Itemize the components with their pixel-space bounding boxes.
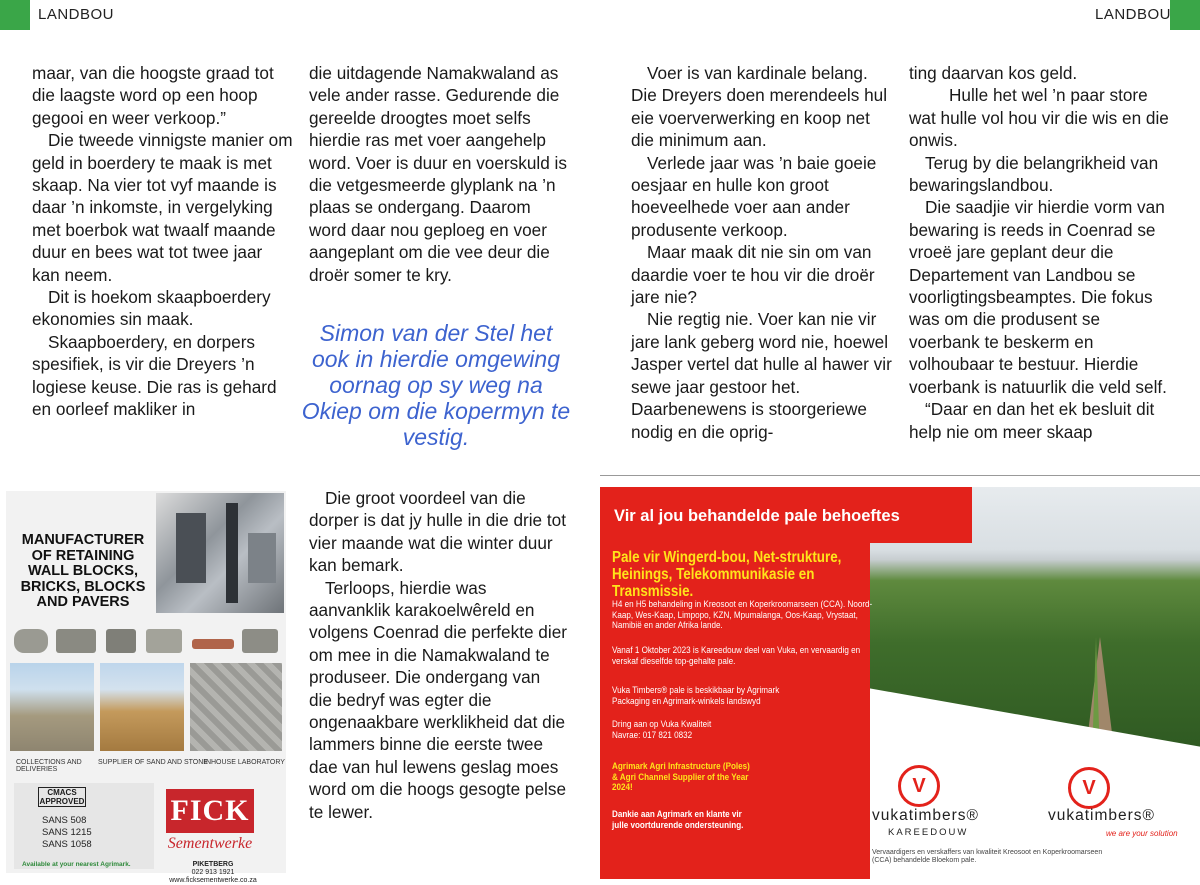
section-tab-left	[0, 0, 30, 30]
sans-standard: SANS 1215	[42, 827, 92, 838]
paragraph: Terloops, hierdie was aanvanklik karakoelwêreld en volgens Coenrad die perfekte dier om mee in die Namakwaland te produseer. Die ondergang van die bedryf was egter die ongenaakbare werklikheid dat die lammers binne die eerste twee dae van hul lewens geslag moes word om die hoogs gesogte pelse te lewer.	[309, 577, 567, 822]
pull-quote: Simon van der Stel het ook in hierdie omgewing oornag op sy weg na Okiep om die kopermyn te vestig.	[301, 320, 571, 450]
article-column-2-top	[309, 62, 571, 286]
sand-photo	[100, 663, 184, 751]
section-label-right: LANDBOU	[1095, 6, 1172, 23]
availability-note: Available at your nearest Agrimark.	[22, 861, 131, 868]
ad-text: H4 en H5 behandeling in Kreosoot en Koperkroomarseen (CCA). Noord-Kaap, Wes-Kaap, Limpopo, KZN, Mpumalanga, Oos-Kaap, Vrystaat, Namibië en ander Afrika lande.	[612, 599, 873, 630]
paragraph: Voer is van kardinale belang. Die Dreyers doen merendeels hul eie voerverwerking en koop net die minimum aan.	[631, 63, 888, 151]
paragraph: die uitdagende Namakwaland as vele ander rasse. Gedurende die gereelde droogtes moet selfs hierdie ras met voer aangehelp word. Voer is duur en voerskuld is die vetgesmeerde glyplank na ’n plaas se ondergang. Daarom word daar nou geploeg en voer aangeplant om die vee deur die droër somer te kry.	[309, 63, 567, 285]
paragraph: Die groot voordeel van die dorper is dat jy hulle in die drie tot vier maande wat die winter duur kan bemark.	[309, 488, 566, 576]
divider	[600, 475, 1200, 476]
delivery-photo	[10, 663, 94, 751]
paragraph: Die tweede vinnigste manier om geld in boerdery te maak is met skaap. Na vier tot vyf maande is daar ’n inkomste, in vergelyking met boerbok wat twaalf maande duur en bees wat tot twee jaar kan neem.	[32, 130, 293, 285]
award-text: Agrimark Agri Infrastructure (Poles) & Agri Channel Supplier of the Year 2024!	[612, 761, 750, 792]
paragraph: Skaapboerdery, en dorpers spesifiek, is vir die Dreyers ’n logiese keuse. Die ras is gehard en oorleef makliker in	[32, 331, 277, 420]
ad-text: Vuka Timbers® pale is beskikbaar by Agrimark Packaging en Agrimark-winkels landswyd	[612, 685, 780, 706]
ad-footer-note: Vervaardigers en verskaffers van kwaliteit Kreosoot en Koperkroomarseen (CCA) behandelde Bloekom pale.	[872, 849, 1103, 864]
fick-contact	[154, 861, 272, 885]
ad-text: Vanaf 1 Oktober 2023 is Kareedouw deel van Vuka, en vervaardig en verskaf dieselfde top-gehalte pale.	[612, 645, 861, 666]
product-blocks-photo	[10, 625, 282, 657]
article-column-1	[32, 62, 294, 421]
paragraph: ting daarvan kos geld.	[909, 63, 1078, 83]
ad-panel	[6, 491, 286, 884]
article-column-4	[909, 62, 1171, 443]
vuka-logo-name: vukatimbers®	[1048, 807, 1155, 824]
ad-subheading: Pale vir Wingerd-bou, Net-strukture, Heinings, Telekommunikasie en Transmissie.	[612, 549, 842, 600]
cmacs-logo: CMACS APPROVED	[39, 788, 85, 806]
sans-standard: SANS 1058	[42, 839, 92, 850]
paragraph: Verlede jaar was ’n baie goeie oesjaar en hulle kon groot hoeveelhede voer aan ander produsente verkoop.	[631, 152, 877, 240]
article-column-2-bottom	[309, 487, 567, 823]
paragraph: maar, van die hoogste graad tot die laagste word op een hoop gegooi en weer verkoop.”	[32, 63, 274, 128]
article-column-3	[631, 62, 893, 443]
fick-advertisement[interactable]	[0, 481, 296, 884]
fick-logo-subtitle: Sementwerke	[167, 835, 253, 852]
section-label-left: LANDBOU	[38, 6, 115, 23]
paragraph: Die saadjie vir hierdie vorm van bewaring is reeds in Coenrad se vroeë jare geplant deur die Departement van Landbou se voorligtingsbeamptes. Die fokus was om die produsent se voerbank te beskerm en volhoubaar te bestuur. Hierdie voerbank is natuurlik die veld self.	[909, 197, 1167, 397]
thanks-text: Dankie aan Agrimark en klante vir julle voortdurende ondersteuning.	[612, 809, 744, 830]
vuka-logo-name: vukatimbers®	[872, 807, 979, 824]
sans-standard: SANS 508	[42, 815, 87, 826]
ad-header: Vir al jou behandelde pale behoeftes	[614, 507, 900, 525]
paragraph: Nie regtig nie. Voer kan nie vir jare lank geberg word nie, hoewel Jasper vertel dat hulle al hawer vir sewe jaar gestoor het. Daarbenewens is stoorgeriewe nodig en die oprig-	[631, 309, 892, 442]
vuka-logo-icon: V	[898, 765, 940, 807]
vuka-logo-location: KAREEDOUW	[888, 827, 969, 838]
ad-headline: MANUFACTURER OF RETAINING WALL BLOCKS, BRICKS, BLOCKS AND PAVERS	[20, 532, 146, 610]
paragraph: Hulle het wel ’n paar store wat hulle vol hou vir die wis en die onwis.	[909, 85, 1169, 151]
fick-logo: FICK	[166, 789, 254, 833]
paving-photo	[190, 663, 282, 751]
vuka-logo-icon: V	[1068, 767, 1110, 809]
caption: SUPPLIER OF SAND AND STONE	[98, 759, 208, 766]
caption: INHOUSE LABORATORY	[204, 759, 285, 766]
paragraph: Maar maak dit nie sin om van daardie voer te hou vir die droër jare nie?	[631, 242, 875, 308]
vuka-timbers-advertisement[interactable]	[600, 487, 1200, 879]
vuka-tagline: we are your solution	[1106, 829, 1178, 838]
ad-text: Dring aan op Vuka Kwaliteit Navrae: 017 821 0832	[612, 719, 712, 740]
website-link[interactable]: www.ficksementwerke.co.za	[169, 877, 257, 884]
town: PIKETBERG	[192, 861, 234, 868]
section-tab-right	[1170, 0, 1200, 30]
phone: 022 913 1921	[191, 869, 235, 876]
paragraph: “Daar en dan het ek besluit dit help nie om meer skaap	[909, 399, 1155, 442]
paragraph: Terug by die belangrikheid van bewaringslandbou.	[909, 152, 1159, 196]
paragraph: Dit is hoekom skaapboerdery ekonomies sin maak.	[32, 287, 271, 330]
caption: COLLECTIONS AND DELIVERIES	[16, 759, 82, 773]
block-machine-photo	[156, 493, 284, 613]
certification-panel	[14, 783, 154, 869]
